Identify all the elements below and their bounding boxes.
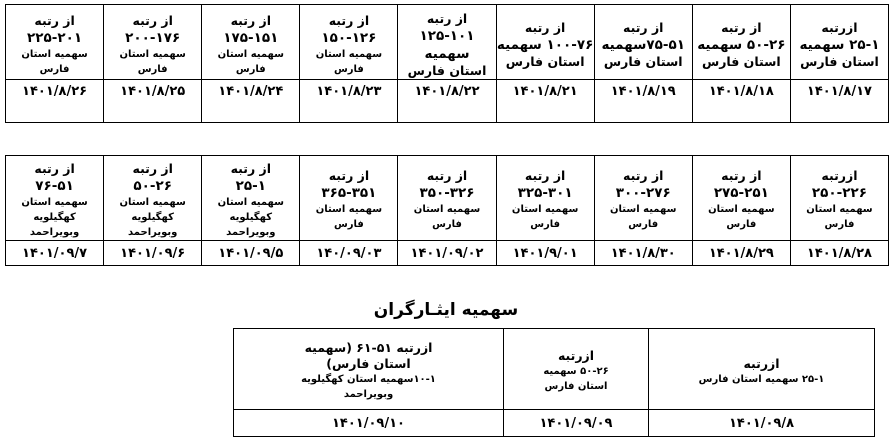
date-value: ۱۴۰۱/۰۹/۰۲ (410, 246, 484, 261)
date-cell (496, 241, 594, 266)
quota-label: استان فارس (800, 54, 879, 69)
date-cell (234, 410, 504, 437)
rank-range: ۲۲۵-۲۰۱ (27, 30, 83, 46)
quota-label: سهمیه استان کهگیلویه (119, 196, 186, 223)
date-cell (790, 80, 888, 123)
date-value: ۱۴۰۱/۸/۱۹ (610, 84, 676, 99)
rank-range: ۵۰-۲۶ سهمیه (697, 37, 786, 53)
rank-from-label: از رتبه (524, 20, 566, 35)
rank-cell (300, 5, 398, 80)
rank-cell (649, 329, 875, 410)
quota-label: سهمیه استان فارس (806, 204, 873, 230)
date-value: ۱۴۰۱/۸/۲۶ (22, 84, 88, 99)
rank-cell (6, 5, 104, 80)
rank-range: ۵۰-۲۶ سهمیه (543, 366, 609, 377)
date-value: ۱۴۰۱/۸/۲۴ (218, 84, 284, 99)
date-cell (202, 241, 300, 266)
date-cell (6, 241, 104, 266)
rank-range: ۱۲۵-۱۰۱ سهمیه (419, 28, 475, 62)
rank-cell (104, 5, 202, 80)
rank-cell (202, 5, 300, 80)
date-cell (790, 241, 888, 266)
date-value: ۱۴۰۱/۸/۳۰ (610, 246, 676, 261)
rank-from-label: از رتبه (132, 13, 173, 28)
rank-range: ۲۷۵-۲۵۱ (713, 185, 769, 201)
rank-range: ۱۷۵-۱۵۱ (223, 30, 279, 46)
date-cell (594, 241, 692, 266)
date-value: ۱۴۰۱/۸/۲۱ (512, 84, 578, 99)
date-cell (300, 80, 398, 123)
rank-range: ۲۵-۱ سهمیه (799, 37, 880, 53)
rank-range: ۵۰-۲۶ (133, 177, 172, 194)
date-value: ۱۴۰۱/۰۹/۵ (218, 246, 284, 261)
date-value: ۱۴۰۱/۰۹/۶ (120, 246, 186, 261)
date-value: ۱۴۰۱/۸/۲۸ (806, 246, 872, 261)
rank-from-label: ازرتبه (743, 355, 780, 371)
quota-label: سهمیه استان کهگیلویه (21, 196, 88, 223)
date-cell (594, 80, 692, 123)
date-value: ۱۴۰۱/۸/۲۲ (414, 84, 480, 99)
date-value: ۱۴۰۱/۰۹/۱۰ (332, 416, 405, 431)
quota-label: استان فارس (603, 54, 683, 69)
quota-label: استان فارس (407, 63, 487, 78)
rank-cell (594, 156, 692, 241)
schedule-table-3 (233, 328, 875, 437)
schedule-table-1 (5, 4, 889, 123)
quota-label: سهمیه استان فارس (610, 204, 677, 230)
rank-from-label: از رتبه (34, 13, 75, 28)
rank-range: ۷۶-۵۱ (35, 177, 74, 194)
rank-cell (234, 329, 504, 410)
rank-range: ۳۵۰-۳۲۶ (419, 185, 475, 201)
rank-from-label: از رتبه (132, 160, 173, 176)
date-cell (104, 80, 202, 123)
rank-from-label: از رتبه (524, 168, 566, 183)
rank-from-label: از رتبه (328, 168, 370, 183)
date-value: ۱۴۰۱/۸/۲۳ (316, 84, 382, 99)
quota-label: سهمیه استان فارس (119, 49, 186, 75)
date-cell (398, 80, 496, 123)
rank-from-label: از رتبه (426, 168, 468, 183)
quota-label-cont: وبویراحمد (226, 226, 276, 238)
rank-cell (790, 5, 888, 80)
rank-cell (202, 156, 300, 241)
quota-label: سهمیه استان فارس (315, 204, 383, 230)
quota-label: استان فارس (505, 54, 585, 69)
rank-range: ۷۵-۵۱سهمیه (601, 37, 685, 53)
rank-cell (790, 156, 888, 241)
rank-from-label: از رتبه (623, 20, 664, 35)
rank-range: ۲۵-۱ سهمیه استان فارس (698, 373, 825, 385)
rank-from-label: ازرتبه (557, 348, 595, 363)
rank-cell (496, 156, 594, 241)
rank-cell (692, 5, 790, 80)
date-cell (649, 410, 875, 437)
rank-range: ۲۵۰-۲۲۶ (811, 185, 867, 201)
date-value: ۱۴۰۱/۹/۰۱ (512, 246, 578, 261)
date-value: ۱۴۰/۰۹/۰۳ (316, 246, 382, 261)
quota-label: سهمیه استان فارس (511, 204, 579, 230)
rank-range: ۲۵-۱ (235, 177, 266, 194)
rank-from-label: از رتبه (230, 13, 271, 28)
quota-label: استان فارس (544, 381, 608, 392)
rank-from-label: ازرتبه ۵۱-۶۱ (سهمیه (304, 340, 433, 355)
rank-range: استان فارس) (326, 356, 411, 371)
date-cell (104, 241, 202, 266)
rank-range: ۱۵۰-۱۲۶ (321, 30, 377, 46)
rank-cell (594, 5, 692, 80)
date-value: ۱۴۰۱/۰۹/۰۹ (539, 416, 613, 431)
section-title: سهمیه ایثـارگران (373, 300, 519, 320)
rank-from-label: از رتبه (426, 11, 468, 26)
rank-cell (398, 5, 496, 80)
date-cell (6, 80, 104, 123)
date-cell (202, 80, 300, 123)
quota-label: سهمیه استان کهگیلویه (217, 196, 284, 223)
quota-label: سهمیه استان فارس (413, 204, 481, 230)
rank-cell (104, 156, 202, 241)
rank-range: ۲۰۰-۱۷۶ (125, 30, 181, 46)
date-cell (300, 241, 398, 266)
rank-from-label: ازرتبه (821, 20, 858, 35)
date-cell (504, 410, 649, 437)
quota-label-cont: وبویراحمد (29, 226, 80, 238)
rank-cell (398, 156, 496, 241)
date-value: ۱۴۰۱/۰۹/۸ (728, 416, 795, 431)
date-cell (398, 241, 496, 266)
rank-range: ۳۰۰-۲۷۶ (615, 185, 671, 201)
rank-cell (692, 156, 790, 241)
quota-label: ۱۰-۱سهمیه استان کهگیلویه (301, 374, 436, 385)
rank-cell (496, 5, 594, 80)
rank-range: ۳۶۵-۳۵۱ (321, 185, 377, 201)
date-value: ۱۴۰۱/۸/۱۷ (806, 84, 872, 99)
schedule-table-2 (5, 155, 889, 266)
rank-cell (504, 329, 649, 410)
rank-from-label: از رتبه (721, 20, 762, 35)
date-value: ۱۴۰۱/۸/۱۸ (708, 84, 774, 99)
rank-from-label: ازرتبه (821, 168, 858, 183)
rank-range: ۳۲۵-۳۰۱ (517, 185, 573, 201)
quota-label: سهمیه استان فارس (315, 49, 383, 75)
rank-cell (300, 156, 398, 241)
rank-from-label: از رتبه (230, 160, 271, 176)
date-cell (496, 80, 594, 123)
quota-label: سهمیه استان فارس (21, 49, 88, 75)
rank-from-label: از رتبه (721, 168, 762, 183)
date-cell (692, 241, 790, 266)
date-cell (692, 80, 790, 123)
rank-range: ۱۰۰-۷۶ سهمیه (496, 37, 594, 53)
quota-label: استان فارس (701, 54, 781, 69)
quota-label-cont: وبویراحمد (343, 389, 394, 400)
quota-label-cont: وبویراحمد (128, 226, 178, 238)
date-value: ۱۴۰۱/۸/۲۵ (120, 84, 186, 99)
quota-label: سهمیه استان فارس (708, 204, 775, 230)
rank-from-label: از رتبه (623, 168, 664, 183)
date-value: ۱۴۰۱/۸/۲۹ (708, 246, 774, 261)
rank-from-label: از رتبه (34, 160, 75, 176)
quota-label: سهمیه استان فارس (217, 49, 284, 75)
rank-from-label: از رتبه (328, 13, 370, 28)
rank-cell (6, 156, 104, 241)
date-value: ۱۴۰۱/۰۹/۷ (22, 246, 88, 261)
